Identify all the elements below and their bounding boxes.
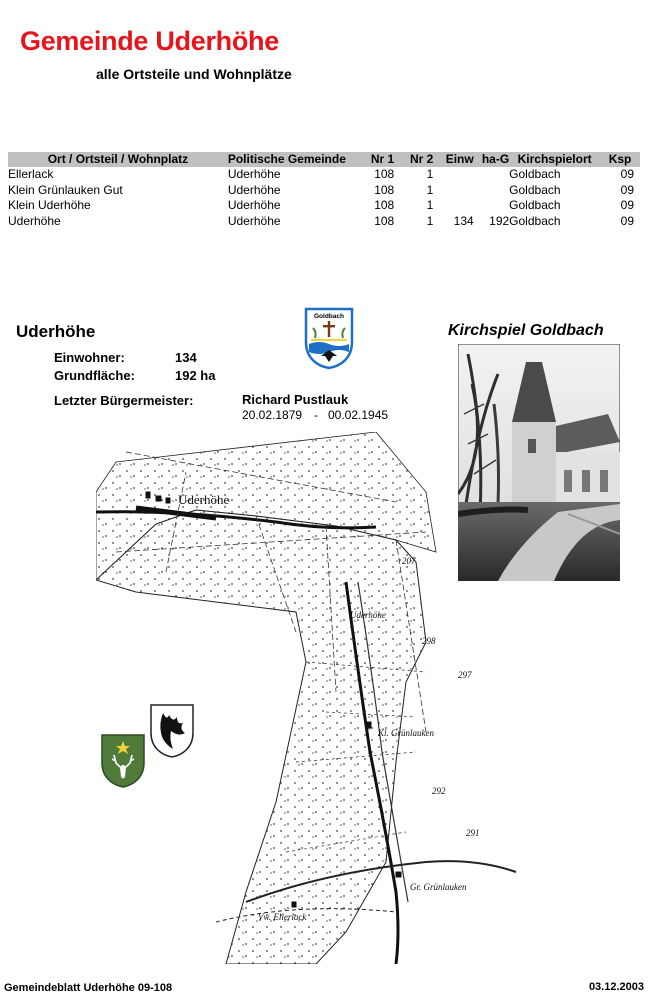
cell-ha (474, 167, 509, 183)
map-label-gr-gruenlauken: Gr. Grünlauken (410, 882, 467, 892)
cell-kirchspielort: Goldbach (509, 182, 561, 197)
cell-kirchspielort: Goldbach (509, 198, 561, 212)
cell-ort: Klein Uderhöhe (8, 198, 91, 212)
col-header-einw: Einw (436, 152, 473, 167)
col-header-nr1: Nr 1 (364, 152, 397, 167)
area-value: 192 ha (175, 368, 216, 383)
inhabitants-label: Einwohner: (54, 350, 125, 365)
cell-einw (436, 198, 473, 214)
footer-document-id: Gemeindeblatt Uderhöhe 09-108 (4, 982, 173, 994)
col-header-kirchspielort: Kirchspielort (509, 152, 600, 167)
cell-kirchspielort: Goldbach (509, 167, 561, 181)
table-row (8, 214, 640, 230)
cell-nr2: 1 (426, 213, 434, 228)
historic-map (96, 432, 526, 964)
page-title: Gemeinde Uderhöhe (20, 26, 279, 56)
cell-ha (474, 198, 509, 214)
cell-ksp: 09 (620, 167, 634, 181)
cell-einw: 134 (453, 213, 474, 228)
place-name: Uderhöhe (16, 322, 96, 341)
col-header-gemeinde: Politische Gemeinde (228, 152, 364, 167)
places-table (8, 152, 640, 229)
cell-gemeinde: Uderhöhe (227, 182, 281, 197)
cell-ort: Klein Grünlauken Gut (8, 182, 123, 197)
goldbach-coat-of-arms (303, 306, 355, 370)
table-row (8, 167, 640, 183)
eagle-coat-of-arms (149, 703, 195, 759)
table-header-row (8, 152, 640, 167)
map-label-207: 207 (402, 556, 416, 566)
cell-nr1: 108 (374, 213, 395, 228)
cell-nr1: 108 (374, 167, 395, 181)
mayor-label: Letzter Bürgermeister: (54, 393, 194, 408)
cell-einw (436, 167, 473, 183)
mayor-to-date: 00.02.1945 (328, 408, 389, 422)
cell-ha: 192 (489, 213, 510, 228)
table-row (8, 198, 640, 214)
table-row (8, 183, 640, 199)
coat-label: Goldbach (314, 313, 344, 320)
map-label-297: 297 (458, 670, 472, 680)
page-subtitle: alle Ortsteile und Wohnplätze (96, 66, 292, 82)
cell-nr1: 108 (374, 198, 395, 212)
inhabitants-value: 134 (175, 350, 197, 365)
mayor-name: Richard Pustlauk (242, 392, 349, 407)
cell-ksp: 09 (620, 198, 634, 212)
footer-date: 03.12.2003 (588, 981, 644, 993)
col-header-nr2: Nr 2 (396, 152, 436, 167)
cell-ha (474, 183, 509, 199)
map-label-village: Uderhöhe (178, 492, 230, 507)
mayor-from-date: 20.02.1879 (242, 408, 303, 422)
map-label-292: 292 (432, 786, 446, 796)
mayor-date-separator: - (314, 408, 318, 422)
map-label-road: Uderhöhe (350, 610, 386, 620)
cell-ort: Ellerlack (8, 167, 54, 181)
cell-gemeinde: Uderhöhe (227, 198, 281, 212)
cell-nr2: 1 (426, 167, 434, 181)
cell-gemeinde: Uderhöhe (227, 167, 281, 181)
col-header-ort: Ort / Ortsteil / Wohnplatz (8, 152, 228, 167)
map-label-ellerlack: Vw. Ellerlack (258, 912, 307, 922)
map-label-298: 298 (422, 636, 436, 646)
map-label-291: 291 (466, 828, 480, 838)
cell-ort: Uderhöhe (8, 213, 61, 228)
cell-nr2: 1 (426, 198, 434, 212)
cell-gemeinde: Uderhöhe (227, 213, 281, 228)
cell-kirchspielort: Goldbach (509, 213, 561, 228)
col-header-ha: ha-G (474, 152, 509, 167)
map-label-kl-gruenlauken: Kl. Grünlauken (378, 728, 434, 738)
deer-coat-of-arms (100, 733, 146, 789)
parish-title: Kirchspiel Goldbach (448, 322, 604, 339)
cell-nr2: 1 (426, 182, 434, 197)
area-label: Grundfläche: (54, 368, 135, 383)
cell-nr1: 108 (374, 182, 395, 197)
col-header-ksp: Ksp (600, 152, 640, 167)
cell-ksp: 09 (620, 213, 634, 228)
cell-einw (436, 183, 473, 199)
cell-ksp: 09 (620, 182, 634, 197)
